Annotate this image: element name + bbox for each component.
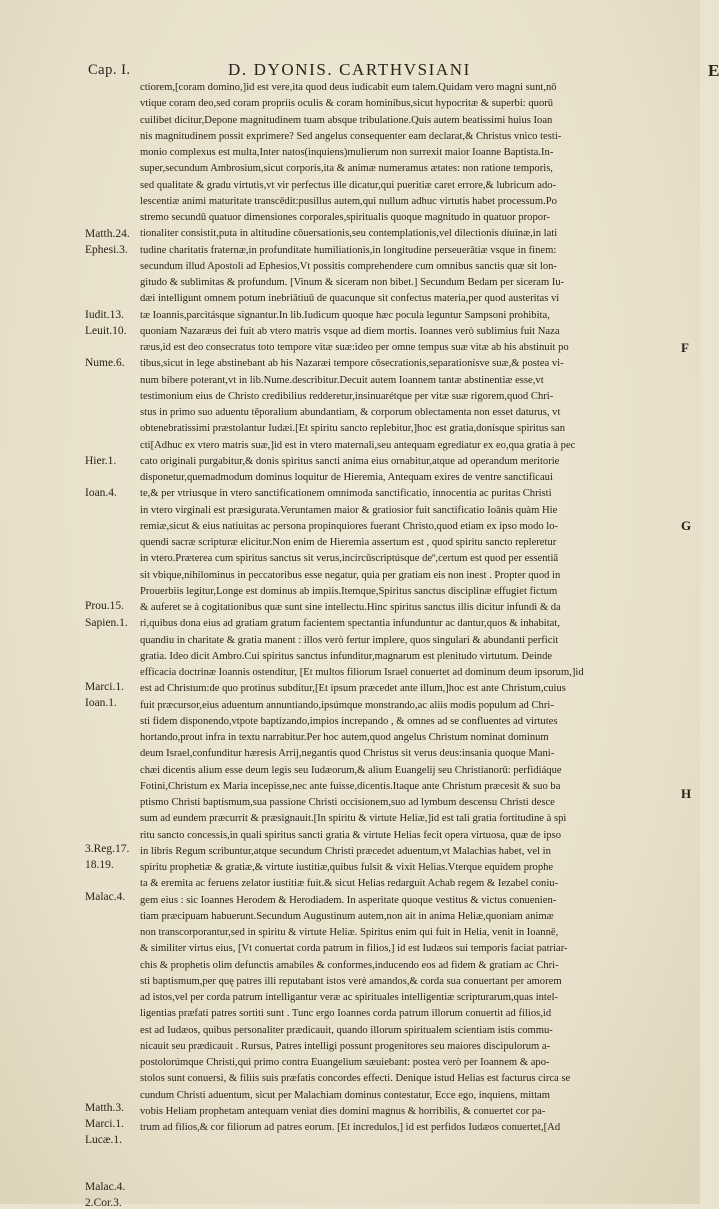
text-line: chæi dicentis alium esse deum legis seu Iudæorum,& alium Euangelij seu Christianorū: perfidiáque [140,764,562,776]
text-line: ta & eremita ac feruens zelator iustitiæ fuit.& sicut Helias redarguit Achab regem & Iezabel coniu- [140,878,559,890]
text-line: non transcorporantur,sed in spiritu & virtute Heliæ. Spiritus enim qui fuit in Helia, venit in Ioannē, [140,927,559,938]
text-line: cuilibet dicitur,Depone magnitudinem tuam absque tribulatione.Quis autem beatissimi huius Ioan [140,114,553,126]
text-line: cti[Adhuc ex vtero matris suæ,]id est in vtero maternali,seu antequam egrediatur ex eo,qua gratia à pec [140,439,576,451]
text-line: ad istos,vel per corda patrum intelligantur veræ ac spirituales intelligentiæ scripturarum,quas intel- [140,992,559,1003]
text-line: gem eius : sic Ioannes Herodem & Herodiadem. In asperitate quoque vestitus & victus conuenien- [140,894,557,906]
text-line: remiæ,sicut & eius natiuitas ac persona propinquiores fuerant Christo,quod etiam ex ipso modo lo- [140,520,559,532]
text-line: efficacia doctrinæ Ioannis ostenditur, [Et multos filiorum Israel conuertet ad dominum deum ipsorum,]id [140,667,584,678]
section-letter: F [681,340,689,355]
text-line: Prouerbiis legitur,Longe est dominus ab impiis.Itemque,Spiritus sanctus disciplinæ effugiet fictum [140,585,558,597]
text-line: quoniam Nazaræus dei fuit ab vtero matris vsque ad diem mortis. Ioannes verò sublimius fuit Naza [140,325,560,337]
text-line: hortando,prout infra in textu narrabitur.Per hoc autem,quod angelus Christum nominat dominum [140,732,549,743]
margin-note: Prou.15. [85,600,124,612]
text-line: in libris Regum scribuntur,atque secundum Christi præcedet aduentum,vt Malachias habet, vel in [140,845,551,857]
text-line: fuit præcursor,eius aduentum annuntiando,ipsúmque monstrando,ac aliis modis populum ad Chri- [140,699,554,711]
text-line: gratia. Ideo dicit Ambro.Cui spiritus sanctus infunditur,magnarum est plenitudo virtutum. Deinde [140,650,553,662]
text-line: sti fidem disponendo,vtpote baptizando,impios increpando , & omnes ad se confluentes ad virtutes [140,715,558,727]
margin-note: Marci.1. [85,681,124,693]
margin-note: Hier.1. [85,455,117,467]
page-header [88,60,719,82]
text-line: stus in primo suo aduentu tēporalium abundantiam, & corporum oblectamenta non esset daturus, vt [140,407,561,418]
text-line: sit vbique,nihilominus in peccatoribus esse negatur, quia per gratiam eis non inest . Propter quod in [140,569,561,581]
text-line: in vtero virginali est præsigurata.Veruntamen maior & gratiosior fuit sanctificatio Ioānis quàm Hie [140,504,558,516]
margin-note: Ephesi.3. [85,244,128,256]
chapter-label: Cap. I. [88,62,131,78]
text-line: num bibere poterant,vt in lib.Nume.describitur.Decuit autem Ioannem tantæ abstinentiæ esse,vt [140,374,544,386]
text-line: chis & prophetis olim defunctis amabiles & conformes,inducendo eos ad fidem & gratiam ac Chri- [140,959,559,971]
section-letter: H [681,786,692,801]
margin-note: Lucæ.1. [85,1134,123,1146]
text-line: sum ad eundem præcurrit & præsignauit.[In spiritu & virtute Heliæ,]id est tali gratia fortitudine à spi [140,813,567,825]
section-letter: G [681,518,692,533]
text-line: disponetur,quemadmodum dominus loquitur de Hieremia, Antequam exires de ventre sanctificaui [140,472,553,483]
margin-note: Sapien.1. [85,617,128,629]
text-line: & auferet se à cogitationibus quæ sunt sine intellectu.Hinc spiritus sanctus illis dicitur infundi & da [140,602,561,613]
margin-note: Ioan.1. [85,697,117,709]
text-line: tiam præcipuam habuerunt.Secundum Augustinum autem,non ait in anima Heliæ,quoniam animæ [140,910,554,922]
margin-note: 3.Reg.17. [85,843,130,855]
text-line: spiritu prophetiæ & gratiæ,& virtute iustitiæ,quibus fulsit & vixit Helias.Vterque equidem prophe [140,862,554,873]
text-line: est ad Christum:de quo protinus subditur,[Et ipsum præcedet ante illum,]hoc est ante Christum,cuius [140,683,566,695]
text-line: quendi sacræ scripturæ elicitur.Non enim de Hieremia assertum est , quod spiritu sancto repleretur [140,537,557,548]
running-title: D. DYONIS. CARTHVSIANI [228,60,471,79]
margin-note: 18.19. [85,859,114,871]
folio-mark: E [708,61,719,80]
text-line: trum ad filios,& cor filiorum ad patres eorum. [Et incredulos,] id est perfidos Iudæos conuertet,[Ad [140,1122,561,1133]
margin-note: Nume.6. [85,357,125,369]
text-line: lescentiæ animi maturitate transcēdit:pusillus autem,qui nullum adhuc virtutis habet processum.Po [140,195,557,207]
text-line: ctiorem,[coram domino,]id est vere,ita quod deus iudicabit eum talem.Quidam vero magni sunt,nō [140,82,557,93]
margin-note: 2.Cor.3. [85,1197,122,1209]
text-line: nicauit seu prædicauit . Rursus, Patres intelligi possunt progenitores seu maiores discipulorum a- [140,1040,551,1052]
margin-note: Malac.4. [85,1181,126,1193]
text-line: tæ Ioannis,parcitásque signantur.In lib.Iudicum quoque hæc pocula leguntur Sampsoni prohibita, [140,309,550,321]
margin-note: Leuit.10. [85,325,127,337]
text-line: est ad Iudæos, quibus personaliter prædicauit, quando illorum spiritualem scientiam istis commu- [140,1024,553,1036]
text-line: ri,quibus dona eius ad gratiam gratum facientem spectantia infunduntur ac dantur,quos & inhabitat, [140,618,560,630]
margin-notes [0,0,138,1209]
text-line: tudine charitatis fraternæ,in profunditate humiliationis,in longitudine perseuerātiæ vsque in finem: [140,244,557,256]
body-text [140,80,676,1136]
text-line: Fotini,Christum ex Maria incepisse,nec ante fuisse,dicentis.Itaque ante Christum præcesit & suo ba [140,780,561,792]
text-line: ræus,id est deo consecratus toto tempore vitæ suæ:ideo per omne tempus suæ vitæ ab his abstinuit po [140,342,569,353]
text-line: ritu sancto concessis,in quali spiritus sancti gratia & virtute Helias fecit opera virtuosa, quæ de ipso [140,829,562,841]
margin-note: Marci.1. [85,1118,124,1130]
text-line: cundum Christi aduentum, sicut per Malachiam dominus contestatur, Ecce ego, inquiens, mittam [140,1089,550,1101]
text-line: dæi intelligunt omnem potum inebriātiuū de quacunque sit confectus materia,per quod austeritas vi [140,293,560,305]
text-line: sed qualitate & gradu virtutis,vt vir perfectus ille dicatur,qui pueritiæ caret errore,& lubricum ado- [140,179,557,191]
margin-note: Matth.3. [85,1102,124,1114]
margin-note: Ioan.4. [85,487,117,499]
text-line: vtique coram deo,sed coram propriis oculis & coram hominibus,sicut hypocritæ & superbi: quorū [140,98,554,110]
text-line: tionaliter consistit,puta in altitudine cōuersationis,seu contemplationis,vel dilectionis diuinæ,in lati [140,228,558,240]
text-line: stolos sunt conuersi, & filiis suis præfatis concordes effecti. Denique istud Helias est facturus circa se [140,1073,571,1085]
text-line: vobis Heliam prophetam antequam veniat dies domini magnus & horribilis, & conuertet cor pa- [140,1105,546,1117]
text-line: obtenebratissimi præstolantur Iudæi.[Et spiritu sancto replebitur,]hoc est gratia,donísque spiritus san [140,423,566,435]
text-line: quandiu in charitate & gratia manent : illos verò fertur implere, quos singulari & abundanti perficit [140,634,559,646]
text-line: secundum illud Apostoli ad Ephesios,Vt possitis comprehendere cum omnibus sanctis quæ sit lon- [140,260,557,272]
text-line: stremo secundū quatuor dimensiones corporales,spiritualis quoque magnitudo in quatuor propor- [140,212,550,223]
text-line: gitudo & sublimitas & profundum. [Vinum & siceram non bibet.] Secundum Bedam per siceram Iu- [140,277,565,288]
text-line: sti baptismum,per quę patres illi reputabant istos verè amandos,& corda sua conuertant per amorem [140,975,562,987]
margin-note: Matth.24. [85,228,130,240]
text-line: deum Israel,confunditur hæresis Arrij,negantis quod Christus sit verus deus:insania quoque Mani- [140,748,555,760]
text-line: ptismo Christi baptismum,sua passione Christi occisionem,suo ad lymbum descensu Christi desce [140,797,555,808]
margin-note: Iudit.13. [85,309,124,321]
margin-note: Malac.4. [85,891,126,903]
text-line: postolorúmque Christi,qui primo contra Euangelium sæuiebant: postea verò per Ioannem & apo- [140,1057,550,1068]
text-line: te,& per vtriusque in vtero sanctificationem omnimoda sanctificatio, innocentia ac puritas Christi [140,488,552,500]
text-line: nis magnitudinem possit exprimere? Sed angelus consequenter eam declarat,& Christus vnico testi- [140,130,562,142]
text-line: cato originali purgabitur,& donis spiritus sancti anima eius ornabitur,atque ad operandum meritorie [140,455,560,467]
text-line: ligentias præfati patres sortiti sunt . Tunc ergo Ioannes corda patrum illorum conuertit ad filios,id [140,1008,552,1020]
text-line: super,secundum Ambrosium,sicut corporis,ita & animæ numeramus ætates: non ratione temporis, [140,163,553,175]
text-line: monio complexus est multa,Inter natos(inquiens)mulierum non surrexit maior Ioanne Baptista.In- [140,147,554,158]
text-line: & similiter virtus eius, [Vt conuertat corda patrum in filios,] id est Iudæos sui temporis faciat patriar- [140,943,568,955]
text-line: tibus,sicut in lege abstinebant ab his Nazaræi tempore cōsecrationis,separationísve suæ,& postea vi- [140,358,564,370]
text-line: testimonium eius de Christo credibilius redderetur,insinuarétque per vitæ suæ rigorem,quod Chri- [140,390,554,402]
text-line: in vtero.Præterea cum spiritus sanctus sit verus,incircūscriptúsque deº,certum est quod per essentiā [140,553,559,565]
